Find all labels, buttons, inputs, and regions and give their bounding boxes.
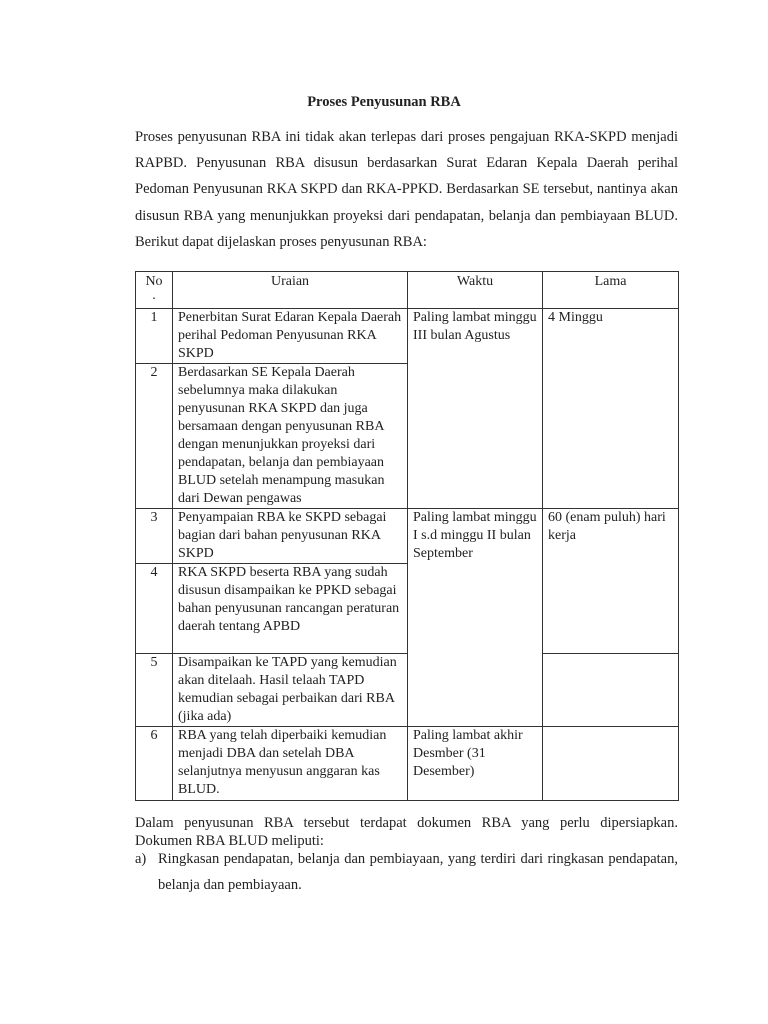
row-number: 3: [136, 509, 173, 564]
row-waktu: Paling lambat minggu III bulan Agustus: [408, 309, 543, 509]
table-row: [136, 509, 679, 564]
row-number: 6: [136, 727, 173, 801]
row-waktu: Paling lambat akhir Desmber (31 Desember): [408, 727, 543, 801]
page-title: Proses Penyusunan RBA: [307, 94, 461, 110]
row-uraian: RKA SKPD beserta RBA yang sudah disusun disampaikan ke PPKD sebagai bahan penyusunan rancangan peraturan daerah tentang APBD: [173, 564, 408, 654]
row-number: 2: [136, 364, 173, 509]
row-uraian: RBA yang telah diperbaiki kemudian menjadi DBA dan setelah DBA selanjutnya menyusun anggaran kas BLUD.: [173, 727, 408, 801]
row-uraian: Penerbitan Surat Edaran Kepala Daerah perihal Pedoman Penyusunan RKA SKPD: [173, 309, 408, 364]
table-row: [136, 654, 679, 727]
header-no-dot: .: [152, 288, 156, 303]
header-waktu: Waktu: [408, 272, 543, 309]
table-row: [136, 309, 679, 364]
row-lama: 4 Minggu: [543, 309, 679, 509]
header-no: [136, 272, 173, 309]
row-waktu: Paling lambat minggu I s.d minggu II bulan September: [408, 509, 543, 727]
list-marker: a): [135, 851, 147, 867]
row-uraian: Penyampaian RBA ke SKPD sebagai bagian dari bahan penyusunan RKA SKPD: [173, 509, 408, 564]
row-uraian: Berdasarkan SE Kepala Daerah sebelumnya maka dilakukan penyusunan RKA SKPD dan juga bersamaan dengan penyusunan RBA dengan menunjukkan proyeksi dari pendapatan, belanja dan pembiayaan BLUD setelah menampung masukan dari Dewan pengawas: [173, 364, 408, 509]
closing-line-2: Dokumen RBA BLUD meliputi:: [135, 833, 324, 849]
list-text: Ringkasan pendapatan, belanja dan pembiayaan, yang terdiri dari ringkasan pendapatan, belanja dan pembiayaan.: [158, 851, 678, 893]
row-uraian: Disampaikan ke TAPD yang kemudian akan ditelaah. Hasil telaah TAPD kemudian sebagai perbaikan dari RBA (jika ada): [173, 654, 408, 727]
row-lama: [543, 727, 679, 801]
row-lama: 60 (enam puluh) hari kerja: [543, 509, 679, 654]
intro-paragraph: Proses penyusunan RBA ini tidak akan terlepas dari proses pengajuan RKA-SKPD menjadi RAPBD. Penyusunan RBA disusun berdasarkan Surat Edaran Kepala Daerah perihal Pedoman Penyusunan RKA SKPD dan RKA-PPKD. Berdasarkan SE tersebut, nantinya akan disusun RBA yang menunjukkan proyeksi dari pendapatan, belanja dan pembiayaan BLUD. Berikut dapat dijelaskan proses penyusunan RBA:: [135, 129, 678, 250]
row-number: 5: [136, 654, 173, 727]
header-uraian: Uraian: [173, 272, 408, 309]
row-number: 1: [136, 309, 173, 364]
process-table: [135, 271, 679, 801]
list-item: [135, 850, 678, 898]
table-row: [136, 727, 679, 801]
closing-line-1: Dalam penyusunan RBA tersebut terdapat dokumen RBA yang perlu dipersiapkan.: [135, 815, 678, 831]
row-number: 4: [136, 564, 173, 654]
row-lama: [543, 654, 679, 727]
header-lama: Lama: [543, 272, 679, 309]
header-no-label: No: [145, 274, 163, 289]
table-header-row: [136, 272, 679, 309]
closing-section: [135, 814, 678, 898]
